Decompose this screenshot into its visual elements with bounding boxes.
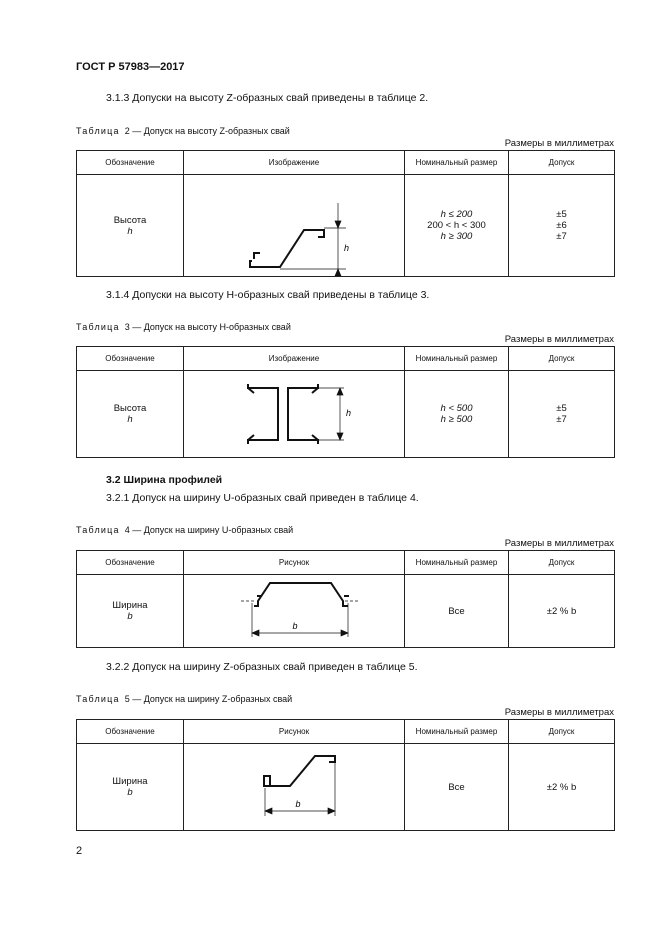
nominal-value: h < 500: [440, 403, 473, 414]
caption-text: 5 — Допуск на ширину Z-образных свай: [124, 694, 293, 704]
paragraph-3-2-2: 3.2.2 Допуск на ширину Z-образных свай приведен в таблице 5.: [106, 661, 418, 673]
table-row: [77, 371, 615, 458]
tolerance-value: ±7: [556, 414, 567, 425]
col-header-nominal: Номинальный размер: [405, 551, 509, 575]
table-row: [77, 744, 615, 831]
units-note: Размеры в миллиметрах: [504, 334, 614, 345]
paragraph-3-1-3: 3.1.3 Допуски на высоту Z-образных свай приведены в таблице 2.: [106, 92, 429, 104]
designation-label: Высота: [113, 403, 147, 414]
nominal-value: h ≥ 500: [440, 414, 473, 425]
col-header-nominal: Номинальный размер: [405, 151, 509, 175]
tolerance-cell: [509, 175, 615, 277]
table-header-row: [77, 720, 615, 744]
caption-text: 2 — Допуск на высоту Z-образных свай: [124, 126, 290, 136]
image-cell: [184, 371, 405, 458]
col-header-nominal: Номинальный размер: [405, 720, 509, 744]
nominal-value: h ≥ 300: [440, 231, 473, 242]
col-header-image: Изображение: [184, 347, 405, 371]
caption-word: Таблица: [76, 694, 120, 704]
nominal-cell: [405, 371, 509, 458]
table-row: [77, 175, 615, 277]
caption-word: Таблица: [76, 322, 120, 332]
nominal-value: Все: [448, 781, 465, 793]
z-pile-width-drawing: [184, 744, 405, 830]
col-header-designation: Обозначение: [77, 347, 184, 371]
table-2: [76, 150, 615, 277]
col-header-designation: Обозначение: [77, 551, 184, 575]
table-3: [76, 346, 615, 458]
table-2-caption: [76, 126, 290, 136]
col-header-tolerance: Допуск: [509, 551, 615, 575]
table-4: [76, 550, 615, 648]
units-note: Размеры в миллиметрах: [504, 138, 614, 149]
tolerance-value: ±5: [556, 403, 567, 414]
tolerance-value: ±2 % b: [546, 781, 577, 793]
designation-label: Ширина: [112, 776, 148, 787]
units-note: Размеры в миллиметрах: [504, 538, 614, 549]
designation-cell: [77, 744, 184, 831]
dim-label-h: h: [346, 408, 352, 418]
table-header-row: [77, 551, 615, 575]
designation-label: Ширина: [112, 600, 148, 611]
image-cell: [184, 575, 405, 648]
col-header-nominal: Номинальный размер: [405, 347, 509, 371]
h-pile-height-drawing: [184, 371, 405, 457]
paragraph-3-1-4: 3.1.4 Допуски на высоту Н-образных свай приведены в таблице 3.: [106, 289, 430, 301]
paragraph-3-2-1: 3.2.1 Допуск на ширину U-образных свай приведен в таблице 4.: [106, 492, 419, 504]
nominal-cell: [405, 575, 509, 648]
table-5: [76, 719, 615, 831]
col-header-tolerance: Допуск: [509, 347, 615, 371]
nominal-value: 200 < h < 300: [427, 220, 486, 231]
nominal-value: Все: [448, 605, 465, 617]
u-pile-width-drawing: [184, 575, 405, 647]
z-pile-height-drawing: [184, 175, 405, 276]
caption-word: Таблица: [76, 126, 120, 136]
table-header-row: [77, 347, 615, 371]
col-header-tolerance: Допуск: [509, 720, 615, 744]
designation-symbol: b: [127, 787, 133, 798]
caption-text: 4 — Допуск на ширину U-образных свай: [124, 525, 294, 535]
col-header-tolerance: Допуск: [509, 151, 615, 175]
dim-label-b: b: [295, 799, 301, 809]
table-5-caption: [76, 694, 292, 704]
designation-symbol: h: [127, 225, 133, 237]
table-header-row: [77, 151, 615, 175]
table-3-caption: [76, 322, 291, 332]
nominal-cell: [405, 744, 509, 831]
tolerance-cell: [509, 575, 615, 648]
dim-label-b: b: [292, 621, 298, 631]
designation-label: Высота: [113, 214, 147, 226]
col-header-image: Рисунок: [184, 720, 405, 744]
image-cell: [184, 175, 405, 277]
designation-cell: [77, 575, 184, 648]
image-cell: [184, 744, 405, 831]
tolerance-cell: [509, 371, 615, 458]
nominal-value: h ≤ 200: [440, 209, 473, 220]
tolerance-cell: [509, 744, 615, 831]
page-number: 2: [76, 845, 83, 857]
tolerance-value: ±2 % b: [546, 605, 577, 617]
document-header: ГОСТ Р 57983—2017: [76, 61, 185, 73]
caption-word: Таблица: [76, 525, 120, 535]
table-row: [77, 575, 615, 648]
section-heading-3-2: 3.2 Ширина профилей: [106, 474, 223, 486]
designation-cell: [77, 175, 184, 277]
col-header-image: Рисунок: [184, 551, 405, 575]
tolerance-value: ±6: [556, 220, 567, 231]
col-header-image: Изображение: [184, 151, 405, 175]
units-note: Размеры в миллиметрах: [504, 707, 614, 718]
tolerance-value: ±7: [556, 231, 567, 242]
tolerance-value: ±5: [556, 209, 567, 220]
col-header-designation: Обозначение: [77, 720, 184, 744]
designation-symbol: h: [127, 414, 133, 425]
table-4-caption: [76, 525, 293, 535]
designation-cell: [77, 371, 184, 458]
designation-symbol: b: [127, 611, 133, 622]
nominal-cell: [405, 175, 509, 277]
caption-text: 3 — Допуск на высоту Н-образных свай: [124, 322, 291, 332]
col-header-designation: Обозначение: [77, 151, 184, 175]
dim-label-h: h: [344, 243, 350, 253]
